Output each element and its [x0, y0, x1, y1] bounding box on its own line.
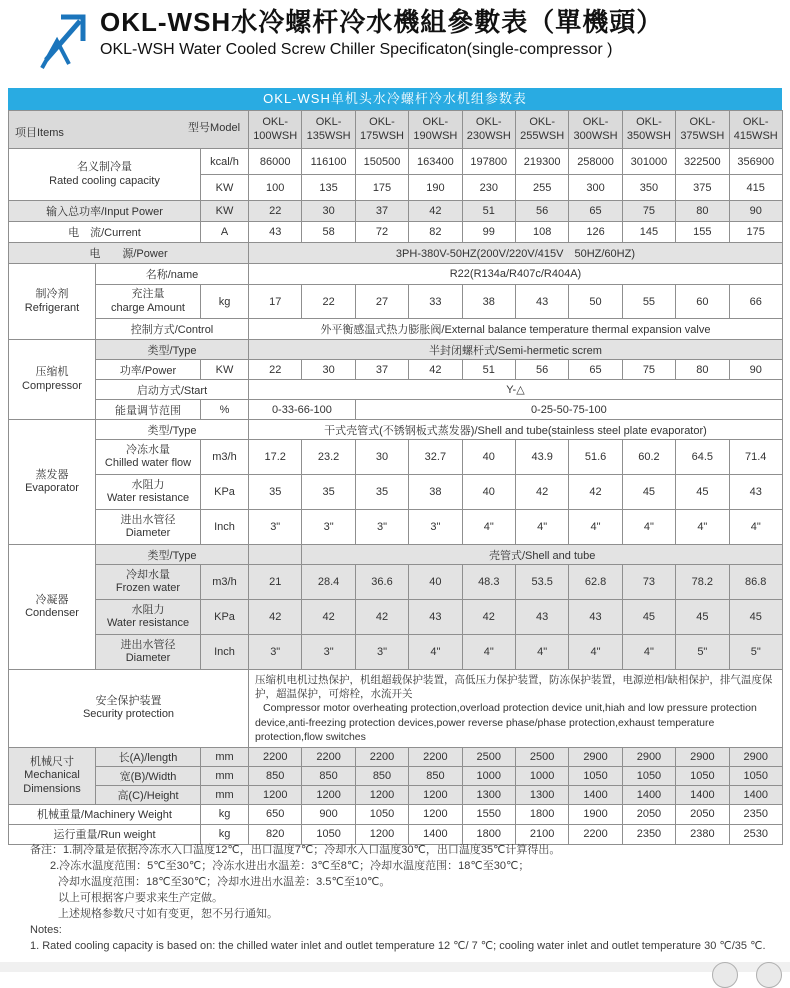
value-cell: 4"	[729, 510, 782, 545]
table-corner-header	[9, 111, 249, 149]
model-header: OKL- 190WSH	[409, 111, 462, 149]
page-title-en: OKL-WSH Water Cooled Screw Chiller Specificaton(single-compressor )	[100, 40, 613, 58]
value-cell: 4"	[676, 510, 729, 545]
compressor-type-label: 类型/Type	[96, 340, 249, 360]
value-cell: 375	[676, 175, 729, 201]
value-cell: 1050	[729, 766, 782, 785]
value-cell: 38	[409, 475, 462, 510]
length-label: 长(A)/length	[96, 747, 201, 766]
row-condenser-type	[9, 545, 783, 565]
evaporator-diameter-label: 进出水管径 Diameter	[96, 510, 201, 545]
items-label: 项目Items	[15, 127, 64, 139]
value-cell: 2200	[249, 747, 302, 766]
unit-cell: Inch	[201, 635, 249, 670]
row-dimension-width	[9, 766, 783, 785]
value-cell: 30	[355, 440, 408, 475]
value-cell: 32.7	[409, 440, 462, 475]
refrigerant-name-label: 名称/name	[96, 264, 249, 285]
refrigerant-name-value: R22(R134a/R407c/R404A)	[249, 264, 783, 285]
value-cell: 17.2	[249, 440, 302, 475]
value-cell: 350	[622, 175, 675, 201]
value-cell: 850	[355, 766, 408, 785]
condenser-type-value: 壳管式/Shell and tube	[302, 545, 783, 565]
value-cell: 35	[302, 475, 355, 510]
evaporator-type-label: 类型/Type	[96, 420, 249, 440]
value-cell: 415	[729, 175, 782, 201]
model-header: OKL- 300WSH	[569, 111, 622, 149]
value-cell: 197800	[462, 149, 515, 175]
value-cell: 30	[302, 360, 355, 380]
value-cell: 163400	[409, 149, 462, 175]
safety-label: 安全保护装置 Security protection	[9, 670, 249, 748]
model-header: OKL- 255WSH	[515, 111, 568, 149]
value-cell: 56	[515, 360, 568, 380]
value-cell: 42	[515, 475, 568, 510]
value-cell: 43.9	[515, 440, 568, 475]
value-cell: 1200	[302, 785, 355, 804]
value-cell: 80	[676, 201, 729, 222]
value-cell: 1800	[462, 824, 515, 844]
unit-cell: kg	[201, 824, 249, 844]
row-condenser-resistance	[9, 600, 783, 635]
row-input-power	[9, 201, 783, 222]
condenser-section-label: 冷凝器 Condenser	[9, 545, 96, 670]
value-cell: 50	[569, 285, 622, 319]
value-cell: 820	[249, 824, 302, 844]
value-cell: 42	[409, 201, 462, 222]
model-header: OKL- 100WSH	[249, 111, 302, 149]
value-cell: 58	[302, 222, 355, 243]
value-cell: 2500	[515, 747, 568, 766]
value-cell: 33	[409, 285, 462, 319]
value-cell: 3"	[355, 510, 408, 545]
page-header	[0, 0, 790, 70]
value-cell: 4"	[462, 635, 515, 670]
energy-range-b: 0-25-50-75-100	[355, 400, 782, 420]
value-cell: 3"	[302, 635, 355, 670]
value-cell: 42	[409, 360, 462, 380]
value-cell: 62.8	[569, 565, 622, 600]
value-cell: 2050	[622, 804, 675, 824]
value-cell: 1550	[462, 804, 515, 824]
value-cell: 4"	[569, 635, 622, 670]
unit-cell: %	[201, 400, 249, 420]
value-cell: 66	[729, 285, 782, 319]
value-cell: 4"	[622, 510, 675, 545]
value-cell: 900	[302, 804, 355, 824]
value-cell: 17	[249, 285, 302, 319]
refrigerant-section-label: 制冷剂 Refrigerant	[9, 264, 96, 340]
value-cell: 3"	[409, 510, 462, 545]
dimensions-section-label: 机械尺寸 Mechanical Dimensions	[9, 747, 96, 804]
unit-cell: mm	[201, 785, 249, 804]
value-cell: 45	[729, 600, 782, 635]
value-cell: 219300	[515, 149, 568, 175]
value-cell: 40	[462, 475, 515, 510]
row-evaporator-flow	[9, 440, 783, 475]
model-header: OKL- 350WSH	[622, 111, 675, 149]
energy-range-a: 0-33-66-100	[249, 400, 356, 420]
value-cell: 65	[569, 360, 622, 380]
note-line: 冷却水温度范围：18℃至30℃；冷却水进出水温差：3.5℃至10℃。	[58, 876, 391, 888]
value-cell: 38	[462, 285, 515, 319]
value-cell: 850	[409, 766, 462, 785]
cutoff-shape	[756, 962, 782, 988]
value-cell: 1000	[515, 766, 568, 785]
notes-block	[30, 842, 770, 954]
value-cell: 300	[569, 175, 622, 201]
note-line: 备注：1.制冷量是依据冷冻水入口温度12℃，出口温度7℃；冷却水入口温度30℃，出口温度35℃计算得出。	[30, 844, 561, 856]
row-evaporator-diameter	[9, 510, 783, 545]
value-cell: 4"	[515, 635, 568, 670]
start-value: Y-△	[249, 380, 783, 400]
value-cell: 1000	[462, 766, 515, 785]
empty-cell	[249, 545, 302, 565]
value-cell: 175	[729, 222, 782, 243]
value-cell: 135	[302, 175, 355, 201]
value-cell: 51.6	[569, 440, 622, 475]
compressor-section-label: 压缩机 Compressor	[9, 340, 96, 420]
value-cell: 2050	[676, 804, 729, 824]
evaporator-flow-label: 冷冻水量 Chilled water flow	[96, 440, 201, 475]
value-cell: 3"	[355, 635, 408, 670]
evaporator-resistance-label: 水阻力 Water resistance	[96, 475, 201, 510]
value-cell: 2500	[462, 747, 515, 766]
value-cell: 5"	[729, 635, 782, 670]
value-cell: 2900	[569, 747, 622, 766]
value-cell: 650	[249, 804, 302, 824]
unit-cell: KW	[201, 175, 249, 201]
row-refrigerant-charge	[9, 285, 783, 319]
value-cell: 1400	[622, 785, 675, 804]
value-cell: 60.2	[622, 440, 675, 475]
value-cell: 37	[355, 201, 408, 222]
value-cell: 43	[729, 475, 782, 510]
value-cell: 56	[515, 201, 568, 222]
compressor-type-value: 半封闭螺杆式/Semi-hermetic screm	[249, 340, 783, 360]
value-cell: 45	[676, 600, 729, 635]
charge-label: 充注量 charge Amount	[96, 285, 201, 319]
unit-cell: kg	[201, 285, 249, 319]
value-cell: 64.5	[676, 440, 729, 475]
note-line: 1. Rated cooling capacity is based on: the chilled water inlet and outlet temperature 12 ℃/ 7 ℃; cooling water inlet and outlet temperature 30 ℃/35 ℃.	[30, 940, 766, 952]
value-cell: 36.6	[355, 565, 408, 600]
evaporator-section-label: 蒸发器 Evaporator	[9, 420, 96, 545]
row-compressor-energy	[9, 400, 783, 420]
spec-table	[8, 110, 783, 845]
value-cell: 850	[302, 766, 355, 785]
value-cell: 1400	[569, 785, 622, 804]
value-cell: 90	[729, 201, 782, 222]
value-cell: 2530	[729, 824, 782, 844]
model-header: OKL- 175WSH	[355, 111, 408, 149]
value-cell: 2900	[622, 747, 675, 766]
value-cell: 45	[622, 600, 675, 635]
unit-cell: m3/h	[201, 440, 249, 475]
value-cell: 43	[569, 600, 622, 635]
value-cell: 1200	[409, 785, 462, 804]
value-cell: 1200	[409, 804, 462, 824]
value-cell: 100	[249, 175, 302, 201]
unit-cell: KPa	[201, 600, 249, 635]
capacity-label: 名义制冷量 Rated cooling capacity	[9, 149, 201, 201]
control-label: 控制方式/Control	[96, 319, 249, 340]
value-cell: 1050	[355, 804, 408, 824]
value-cell: 86000	[249, 149, 302, 175]
row-condenser-flow	[9, 565, 783, 600]
evaporator-type-value: 干式壳管式(不锈钢板式蒸发器)/Shell and tube(stainless steel plate evaporator)	[249, 420, 783, 440]
value-cell: 35	[355, 475, 408, 510]
condenser-resistance-label: 水阻力 Water resistance	[96, 600, 201, 635]
value-cell: 145	[622, 222, 675, 243]
energy-label: 能量调节范围	[96, 400, 201, 420]
run-weight-label: 运行重量/Run weight	[9, 824, 201, 844]
row-machinery-weight	[9, 804, 783, 824]
note-line: 以上可根据客户要求来生产定做。	[58, 892, 223, 904]
value-cell: 82	[409, 222, 462, 243]
value-cell: 48.3	[462, 565, 515, 600]
brand-arrow-logo	[36, 10, 90, 70]
bottom-band	[0, 962, 790, 972]
spec-table-wrap	[8, 88, 782, 845]
value-cell: 108	[515, 222, 568, 243]
start-label: 启动方式/Start	[96, 380, 249, 400]
row-refrigerant-control	[9, 319, 783, 340]
value-cell: 86.8	[729, 565, 782, 600]
value-cell: 1400	[676, 785, 729, 804]
note-line: 上述规格参数尺寸如有变更，恕不另行通知。	[58, 908, 278, 920]
value-cell: 42	[302, 600, 355, 635]
value-cell: 255	[515, 175, 568, 201]
row-dimension-length	[9, 747, 783, 766]
value-cell: 80	[676, 360, 729, 380]
unit-cell: mm	[201, 747, 249, 766]
value-cell: 190	[409, 175, 462, 201]
row-current	[9, 222, 783, 243]
row-condenser-diameter	[9, 635, 783, 670]
current-label: 电 流/Current	[9, 222, 201, 243]
value-cell: 1400	[409, 824, 462, 844]
value-cell: 42	[569, 475, 622, 510]
machinery-weight-label: 机械重量/Machinery Weight	[9, 804, 201, 824]
value-cell: 2380	[676, 824, 729, 844]
row-compressor-power	[9, 360, 783, 380]
value-cell: 1300	[462, 785, 515, 804]
value-cell: 1050	[569, 766, 622, 785]
value-cell: 43	[409, 600, 462, 635]
value-cell: 35	[249, 475, 302, 510]
value-cell: 2200	[302, 747, 355, 766]
row-evaporator-type	[9, 420, 783, 440]
value-cell: 43	[515, 600, 568, 635]
value-cell: 1300	[515, 785, 568, 804]
power-source-value: 3PH-380V-50HZ(200V/220V/415V 50HZ/60HZ)	[249, 243, 783, 264]
value-cell: 22	[302, 285, 355, 319]
unit-cell: A	[201, 222, 249, 243]
value-cell: 1800	[515, 804, 568, 824]
value-cell: 78.2	[676, 565, 729, 600]
value-cell: 1400	[729, 785, 782, 804]
value-cell: 45	[622, 475, 675, 510]
condenser-type-label: 类型/Type	[96, 545, 249, 565]
value-cell: 60	[676, 285, 729, 319]
value-cell: 42	[462, 600, 515, 635]
power-source-label: 电 源/Power	[9, 243, 249, 264]
row-compressor-start	[9, 380, 783, 400]
value-cell: 2350	[729, 804, 782, 824]
value-cell: 43	[249, 222, 302, 243]
value-cell: 1200	[355, 785, 408, 804]
unit-cell: KW	[201, 360, 249, 380]
value-cell: 850	[249, 766, 302, 785]
value-cell: 4"	[462, 510, 515, 545]
value-cell: 71.4	[729, 440, 782, 475]
value-cell: 3"	[302, 510, 355, 545]
value-cell: 5"	[676, 635, 729, 670]
value-cell: 37	[355, 360, 408, 380]
value-cell: 356900	[729, 149, 782, 175]
table-banner: OKL-WSH单机头水冷螺杆冷水机组参数表	[8, 88, 782, 110]
control-value: 外平衡感温式热力膨胀阀/External balance temperature thermal expansion valve	[249, 319, 783, 340]
row-dimension-height	[9, 785, 783, 804]
value-cell: 51	[462, 201, 515, 222]
value-cell: 2200	[409, 747, 462, 766]
value-cell: 4"	[622, 635, 675, 670]
model-header: OKL- 230WSH	[462, 111, 515, 149]
safety-value: 压缩机电机过热保护，机组超载保护装置，高低压力保护装置，防冻保护装置，电源逆相/缺相保护，排气温度保护，超温保护，可熔栓，水流开关 Compressor motor overheating protection,overload protection device unit,hiah and low pressure protection device,anti-freezing protection devices,power reverse phase/phase protection,exhaust temperature protection,flow switches	[249, 670, 783, 748]
model-header: OKL- 375WSH	[676, 111, 729, 149]
page-title-zh: OKL-WSH水冷螺杆冷水機組參數表（單機頭）	[100, 7, 664, 37]
height-label: 高(C)/Height	[96, 785, 201, 804]
model-label: 型号Model	[188, 122, 241, 134]
value-cell: 230	[462, 175, 515, 201]
unit-cell: kcal/h	[201, 149, 249, 175]
width-label: 宽(B)/Width	[96, 766, 201, 785]
value-cell: 40	[462, 440, 515, 475]
value-cell: 42	[355, 600, 408, 635]
value-cell: 45	[676, 475, 729, 510]
cutoff-shape	[712, 962, 738, 988]
value-cell: 22	[249, 201, 302, 222]
value-cell: 40	[409, 565, 462, 600]
value-cell: 2200	[355, 747, 408, 766]
value-cell: 75	[622, 201, 675, 222]
unit-cell: KPa	[201, 475, 249, 510]
row-refrigerant-name	[9, 264, 783, 285]
value-cell: 51	[462, 360, 515, 380]
unit-cell: m3/h	[201, 565, 249, 600]
value-cell: 126	[569, 222, 622, 243]
row-safety	[9, 670, 783, 748]
value-cell: 27	[355, 285, 408, 319]
value-cell: 1200	[355, 824, 408, 844]
value-cell: 322500	[676, 149, 729, 175]
value-cell: 90	[729, 360, 782, 380]
value-cell: 1900	[569, 804, 622, 824]
row-power-source	[9, 243, 783, 264]
value-cell: 23.2	[302, 440, 355, 475]
value-cell: 2900	[729, 747, 782, 766]
row-compressor-type	[9, 340, 783, 360]
model-header-row	[9, 111, 783, 149]
value-cell: 2200	[569, 824, 622, 844]
condenser-flow-label: 冷却水量 Frozen water	[96, 565, 201, 600]
value-cell: 4"	[515, 510, 568, 545]
value-cell: 75	[622, 360, 675, 380]
condenser-diameter-label: 进出水管径 Diameter	[96, 635, 201, 670]
value-cell: 175	[355, 175, 408, 201]
value-cell: 3"	[249, 635, 302, 670]
value-cell: 1050	[676, 766, 729, 785]
value-cell: 155	[676, 222, 729, 243]
value-cell: 1200	[249, 785, 302, 804]
value-cell: 301000	[622, 149, 675, 175]
value-cell: 73	[622, 565, 675, 600]
value-cell: 72	[355, 222, 408, 243]
unit-cell: kg	[201, 804, 249, 824]
model-header: OKL- 415WSH	[729, 111, 782, 149]
value-cell: 2350	[622, 824, 675, 844]
value-cell: 116100	[302, 149, 355, 175]
value-cell: 2900	[676, 747, 729, 766]
value-cell: 55	[622, 285, 675, 319]
value-cell: 3"	[249, 510, 302, 545]
value-cell: 22	[249, 360, 302, 380]
unit-cell: KW	[201, 201, 249, 222]
row-evaporator-resistance	[9, 475, 783, 510]
model-header: OKL- 135WSH	[302, 111, 355, 149]
value-cell: 1050	[302, 824, 355, 844]
value-cell: 65	[569, 201, 622, 222]
note-line: Notes:	[30, 924, 62, 936]
value-cell: 43	[515, 285, 568, 319]
value-cell: 1050	[622, 766, 675, 785]
value-cell: 4"	[569, 510, 622, 545]
compressor-power-label: 功率/Power	[96, 360, 201, 380]
row-capacity-kcal	[9, 149, 783, 175]
value-cell: 28.4	[302, 565, 355, 600]
value-cell: 30	[302, 201, 355, 222]
value-cell: 53.5	[515, 565, 568, 600]
value-cell: 150500	[355, 149, 408, 175]
value-cell: 258000	[569, 149, 622, 175]
value-cell: 4"	[409, 635, 462, 670]
value-cell: 21	[249, 565, 302, 600]
unit-cell: Inch	[201, 510, 249, 545]
unit-cell: mm	[201, 766, 249, 785]
value-cell: 42	[249, 600, 302, 635]
value-cell: 99	[462, 222, 515, 243]
title-block	[100, 8, 663, 59]
input-power-label: 输入总功率/Input Power	[9, 201, 201, 222]
value-cell: 2100	[515, 824, 568, 844]
note-line: 2.冷冻水温度范围：5℃至30℃；冷冻水进出水温差：3℃至8℃；冷却水温度范围：18℃至30℃；	[50, 860, 530, 872]
